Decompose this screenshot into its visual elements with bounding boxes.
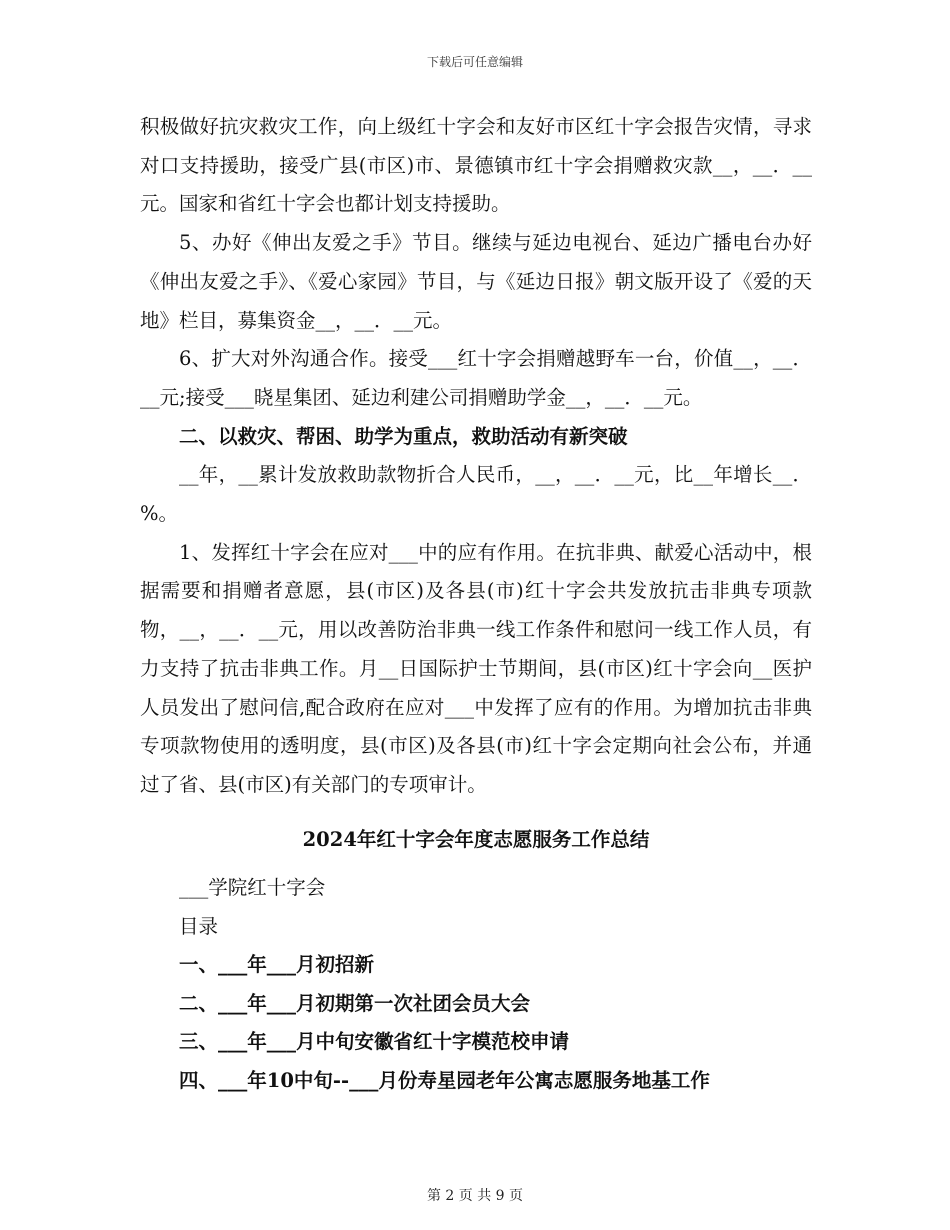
document-body	[140, 108, 812, 1100]
toc-label: 目录	[179, 914, 219, 938]
document-title: 2024年红十字会年度志愿服务工作总结	[302, 827, 650, 851]
paragraph-disaster-relief: 积极做好抗灾救灾工作，向上级红十字会和友好市区红十字会报告灾情，寻求对口支持援助，接受广县(市区)市、景德镇市红十字会捐赠救灾款__，__．__元。国家和省红十字会也都计划支持援助。	[140, 115, 812, 216]
toc-item: 四、___年10中旬--___月份寿星园老年公寓志愿服务地基工作	[179, 1068, 710, 1092]
paragraph-tv-program: 5、办好《伸出友爱之手》节目。继续与延边电视台、延边广播电台办好《伸出友爱之手》、《爱心家园》节目，与《延边日报》朝文版开设了《爱的天地》栏目，募集资金__，__．__元。	[140, 231, 812, 332]
page-header: 下载后可任意编辑	[426, 55, 523, 69]
paragraph-cooperation: 6、扩大对外沟通合作。接受___红十字会捐赠越野车一台，价值__，__．__元;接受___晓星集团、延边利建公司捐赠助学金__，__．__元。	[140, 347, 812, 409]
page-footer: 第 2 页 共 9 页	[426, 1188, 524, 1204]
section-heading-two: 二、以救灾、帮困、助学为重点，救助活动有新突破	[179, 424, 628, 448]
toc-item: 三、___年___月中旬安徽省红十字模范校申请	[179, 1030, 570, 1054]
organization-name: ___学院红十字会	[179, 876, 326, 900]
toc-item: 一、___年___月初招新	[179, 953, 375, 977]
paragraph-sars-response: 1、发挥红十字会在应对___中的应有作用。在抗非典、献爱心活动中，根据需要和捐赠者意愿，县(市区)及各县(市)红十字会共发放抗击非典专项款物，__，__．__元，用以改善防治非典一线工作条件和慰问一线工作人员，有力支持了抗击非典工作。月__日国际护士节期间，县(市区)红十字会向__医护人员发出了慰问信,配合政府在应对___中发挥了应有的作用。为增加抗击非典专项款物使用的透明度，县(市区)及各县(市)红十字会定期向社会公布，并通过了省、县(市区)有关部门的专项审计。	[140, 540, 812, 796]
paragraph-relief-total: __年，__累计发放救助款物折合人民币，__，__．__元，比__年增长__．%。	[140, 463, 812, 526]
toc-item: 二、___年___月初期第一次社团会员大会	[179, 991, 531, 1015]
